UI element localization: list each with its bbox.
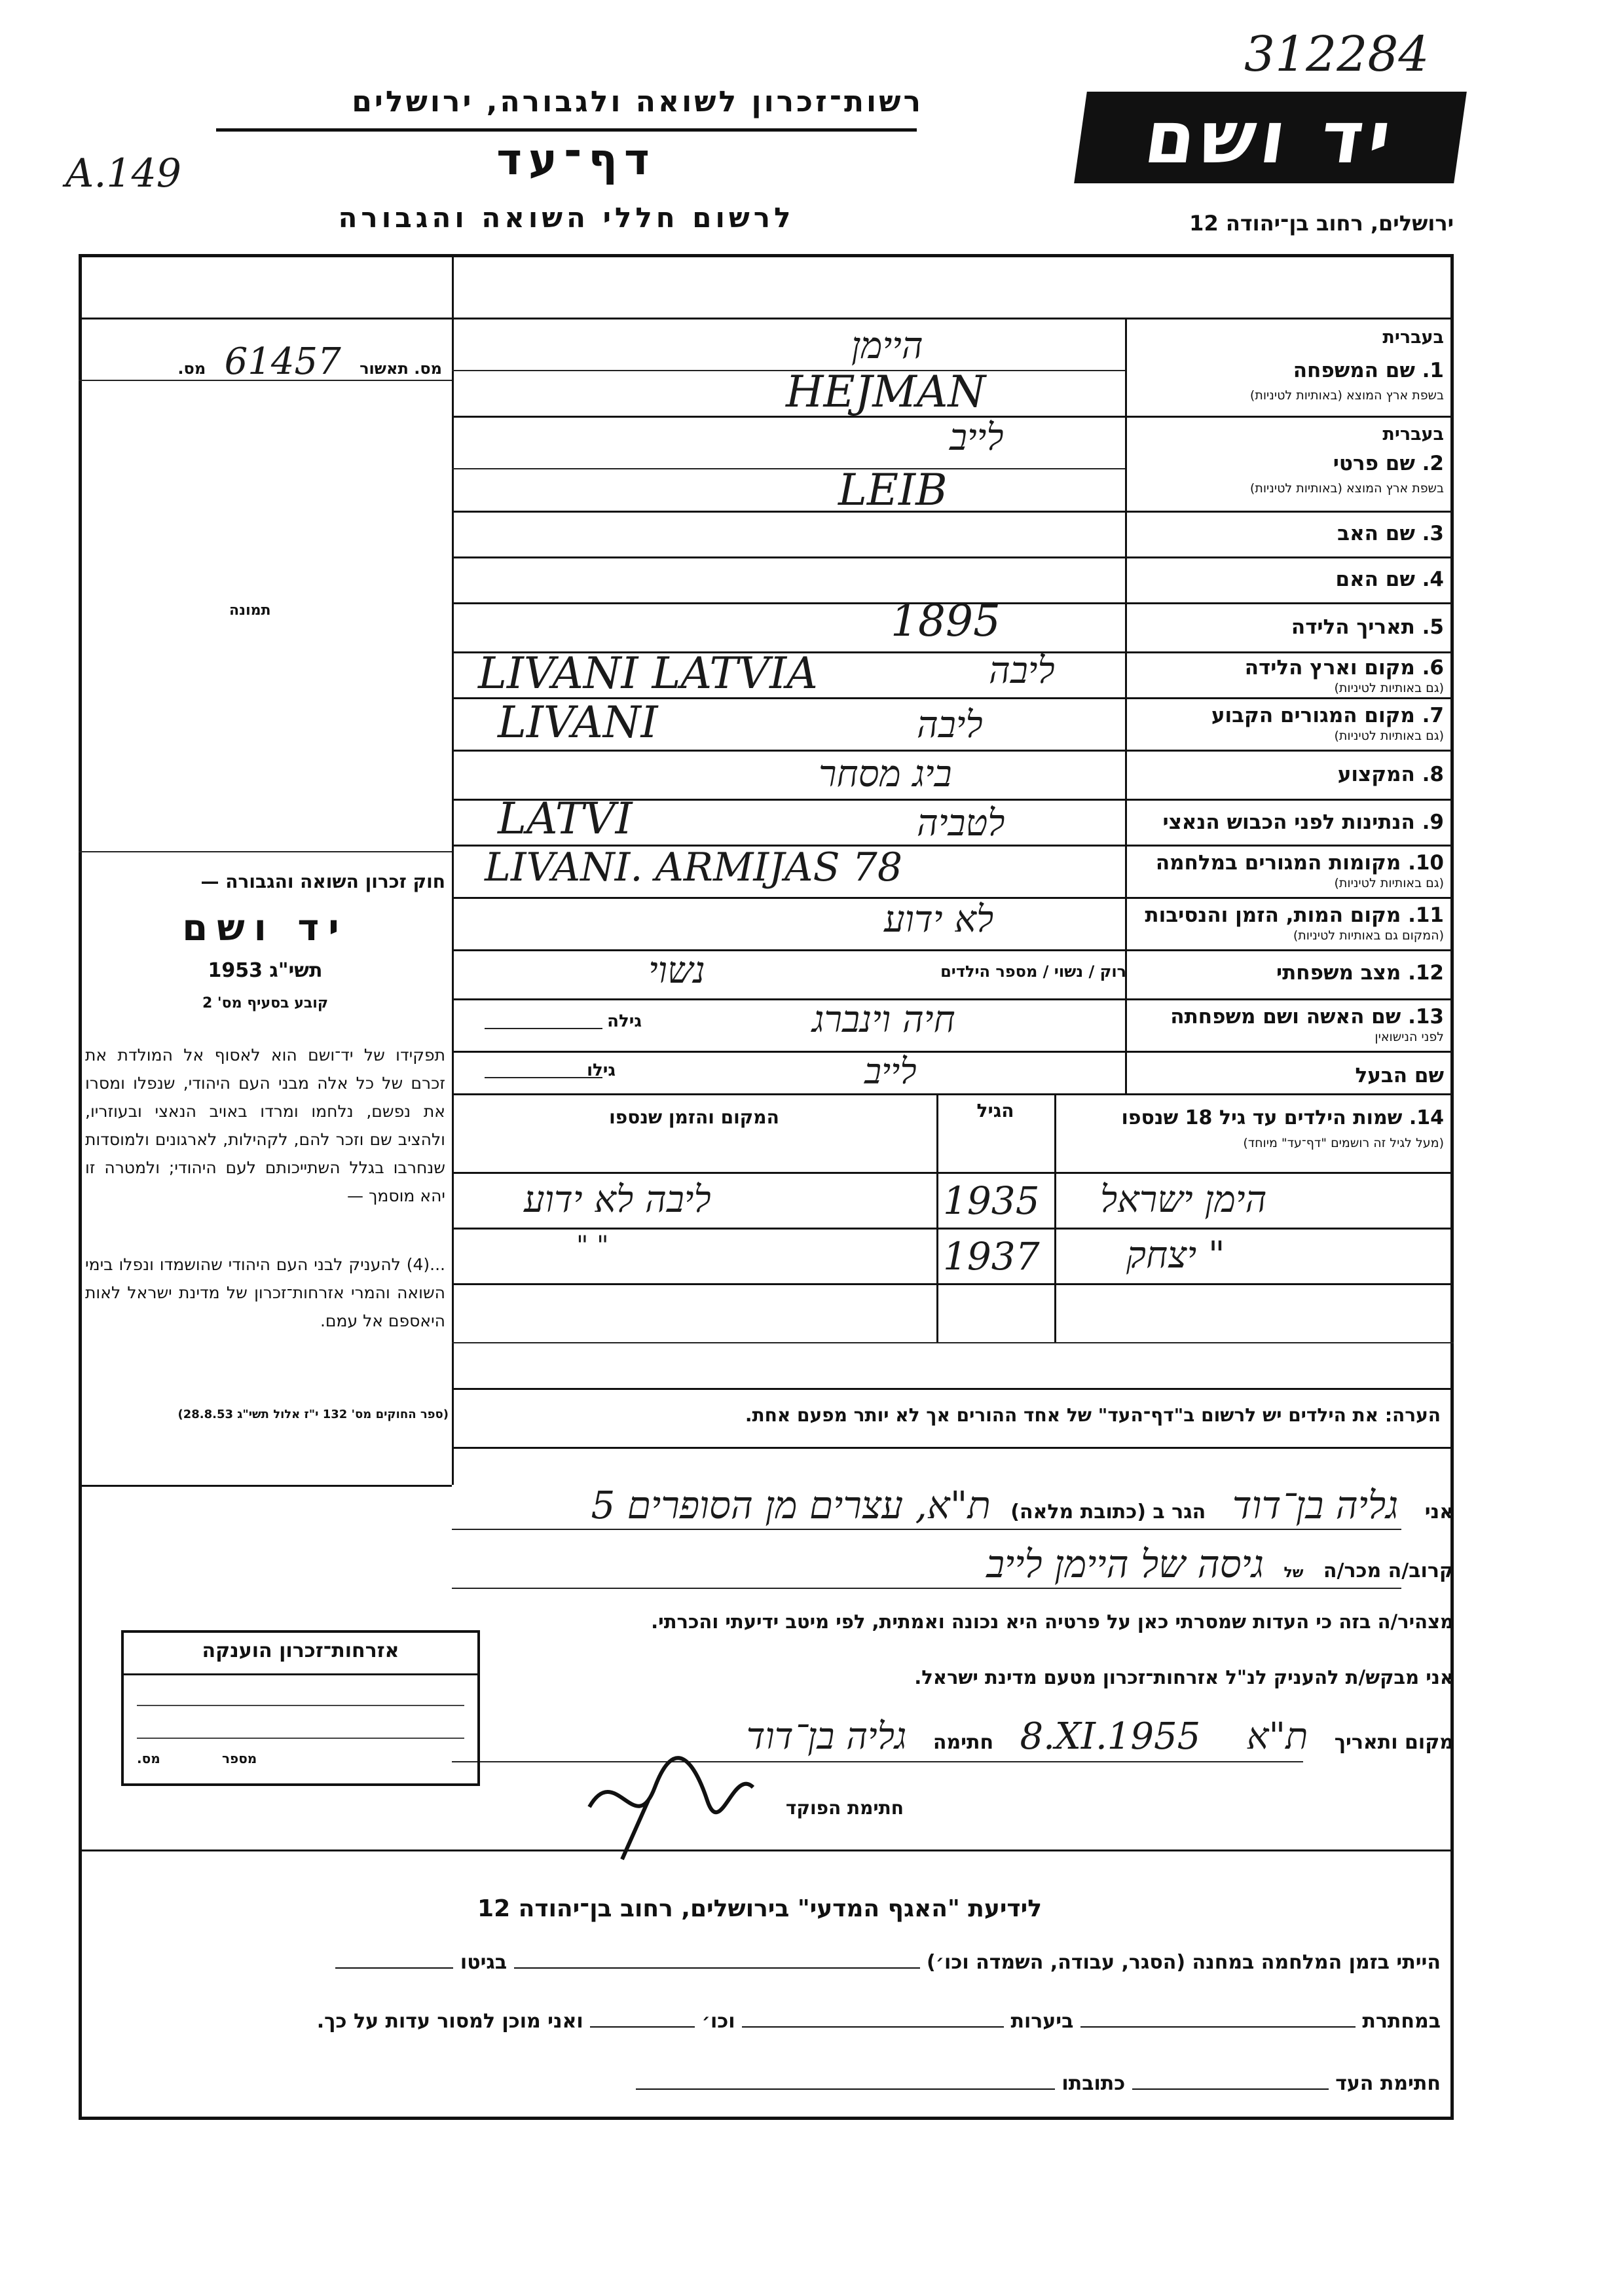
profession-value: ביג מסחר <box>819 753 952 795</box>
authority-name: רשות־זכרון לשואה ולגבורה, ירושלים <box>352 85 923 118</box>
logo-text: יד ושם <box>1139 96 1401 179</box>
residence-latin: LIVANI <box>498 697 658 748</box>
child-2-name: " יצחק <box>1126 1234 1225 1277</box>
photo-label: תמונה <box>229 602 271 619</box>
statement-1: מצהיר/ה בזה כי העדות שמסרתי כאן על פרטיה היא נכונה ואמתית, לפי מיטב ידיעתי והכרתי. <box>651 1611 1454 1633</box>
photo-bottom-line <box>79 851 452 852</box>
citizenship-title: אזרחות־זכרון הוענקה <box>202 1639 399 1662</box>
child-2-age: 1937 <box>943 1234 1040 1279</box>
field-11-sub: (המקום גם באותיות לטיניות) <box>1293 928 1444 943</box>
declarant-row <box>445 1483 1454 1527</box>
field-6-sub: (גם באותיות לטיניות) <box>1334 681 1444 695</box>
declarant-name: גליה בן־דוד <box>1232 1483 1399 1527</box>
place-value: ת"א <box>1246 1715 1308 1758</box>
relation-label: קרוב/ה מכר/ה <box>1323 1559 1454 1582</box>
inspector-signature <box>576 1748 773 1866</box>
margin-note: A.149 <box>65 151 181 196</box>
field-1-sub: בשפת ארץ המוצא (באותיות לטיניות) <box>1249 388 1444 403</box>
death-place: לא ידוע <box>884 898 994 941</box>
field-3-label: 3. שם האב <box>1337 522 1444 545</box>
marital-value: נשוי <box>648 949 705 992</box>
form-subtitle: לרשום חללי השואה והגבורה <box>338 202 795 234</box>
footer-line-3: חתימת העד כתובתו <box>92 2072 1441 2095</box>
footer-title: לידיעת "האגף המדעי" בירושלים, רחוב בן־יהודה 12 <box>477 1895 1042 1922</box>
field-12-label: 12. מצב משפחתי <box>1276 961 1444 985</box>
serial-no-label: מס. <box>177 359 206 378</box>
field-1-label: 1. שם המשפחה <box>1293 359 1444 382</box>
firstname-hebrew: לייב <box>950 416 1004 459</box>
field-8-label: 8. המקצוע <box>1337 763 1444 786</box>
wife-age-label: גילה <box>607 1011 642 1031</box>
nationality-latin: LATVI <box>498 793 633 844</box>
statement-2: אני מבקש/ת להעניק לנ"ל אזרחות־זכרון מטעם מדינת ישראל. <box>914 1666 1454 1688</box>
field-10-sub: (גם באותיות לטיניות) <box>1334 876 1444 890</box>
law-source: (ספר החוקים מס' 132 י"ז אלול תשי"ג 28.8.53) <box>177 1408 449 1421</box>
field-2-tag: בעברית <box>1382 424 1444 445</box>
inspector-label: חתימת הפוקד <box>785 1797 904 1819</box>
citizenship-number-label: מספר <box>222 1751 257 1766</box>
field-2-label: 2. שם פרטי <box>1333 452 1444 475</box>
place-header: המקום והזמן שנספו <box>609 1106 779 1128</box>
serial-line <box>79 380 452 381</box>
serial-value: 61457 <box>224 340 341 383</box>
yad-vashem-logo <box>1074 92 1467 183</box>
serial-row <box>88 340 442 383</box>
child-1-age: 1935 <box>943 1178 1040 1223</box>
footer-line-1: הייתי בזמן המלחמה במחנה (הסגר, עבודה, השמדה וכו׳) בגיטו <box>92 1951 1441 1974</box>
field-9-label: 9. הנתינות לפני הכבוש הנאצי <box>1162 811 1444 834</box>
place-date-label: מקום ותאריך <box>1334 1731 1454 1754</box>
law-name: יד ושם <box>182 907 348 949</box>
age-header: הגיל <box>976 1100 1014 1121</box>
marital-options: רוק / נשוי / מספר הילדים <box>940 962 1126 981</box>
children-sub: (מעל לגיל זה רושמים "דף־עד" מיוחד) <box>1243 1136 1444 1150</box>
field-6-label: 6. מקום וארץ הלידה <box>1244 656 1444 680</box>
field-4-label: 4. שם האם <box>1335 568 1444 591</box>
relation-row <box>327 1542 1454 1586</box>
signature-value: גליה בן־דוד <box>746 1715 907 1758</box>
child-2-place: " " <box>576 1231 609 1261</box>
signature-label: חתימה <box>932 1731 994 1754</box>
field-1-tag: בעברית <box>1382 327 1444 348</box>
address-label: הגר ב (כתובת מלאה) <box>1010 1501 1206 1523</box>
law-text: תפקידו של יד־ושם הוא לאסוף אל המולדת את זכרם של כל אלה מבני העם היהודי, שנפלו ומסרו את נפשם, נלחמו ומרדו באויב הנאצי ובעוזריו, ולהציב שם וזכר להם, לקהילות, לארגונים ולמוסדות שנחרבו בגלל השתייכותם לעם היהודי; ולמטרה זו יהא מוסמך — <box>85 1046 445 1205</box>
child-1-name: הימן ישראל <box>1100 1178 1267 1221</box>
law-clause: קובע בסעיף מס' 2 <box>202 995 329 1011</box>
husband-name: לייב <box>864 1051 917 1092</box>
form-title: דף־עד <box>496 134 656 185</box>
surname-latin: HEJMAN <box>786 367 986 417</box>
footer-line-2: במחתרת ביערות וכו׳ ואני מוכן למסור עדות על כך. <box>316 2010 1441 2033</box>
field-7-sub: (גם באותיות לטיניות) <box>1334 729 1444 743</box>
top-band-line <box>79 318 1454 319</box>
wife-name: חיה וינברג <box>812 998 955 1041</box>
archive-stamp-number: 312284 <box>1244 26 1430 82</box>
relation-value: גיסה של היימן לייב <box>986 1542 1264 1586</box>
birth-place-hebrew: ליבה <box>989 649 1055 692</box>
field-7-label: 7. מקום המגורים הקבוע <box>1211 704 1444 727</box>
surname-hebrew: היימן <box>851 325 923 367</box>
field-10-label: 10. מקומות המגורים במלחמה <box>1155 851 1444 875</box>
birth-place-latin: LIVANI LATVIA <box>478 648 818 699</box>
side-bottom-line <box>79 1485 452 1487</box>
field-2-sub: בשפת ארץ המוצא (באותיות לטיניות) <box>1249 481 1444 496</box>
birth-date: 1895 <box>891 596 1001 646</box>
field-13-label: 13. שם האשה ושם משפחתה <box>1170 1005 1444 1029</box>
note-text: הערה: את הילדים יש לרשום ב"דף־העד" של אחד ההורים אך לא יותר מפעם אחת. <box>745 1404 1441 1426</box>
citizenship-box <box>121 1630 480 1786</box>
date-value: 8.XI.1955 <box>1020 1715 1201 1758</box>
law-text-2: ...(4) להעניק לבני העם היהודי שהושמדו ונפלו בימי השואה והמרי אזרחות־זכרון של מדינת ישראל לאות היאספם אל עמם. <box>85 1255 445 1330</box>
firstname-latin: LEIB <box>838 465 948 515</box>
header-underline <box>216 128 917 132</box>
field-5-label: 5. תאריך הלידה <box>1291 615 1444 639</box>
citizenship-number-prefix: מס. <box>137 1751 160 1766</box>
address-value: ת"א, עצרים מן הסופרים 5 <box>591 1483 991 1527</box>
husband-label: שם הבעל <box>1355 1064 1444 1087</box>
law-title: חוק זכרון השואה והגבורה — <box>200 871 445 892</box>
relation-prefix: של <box>1283 1565 1304 1581</box>
nationality-hebrew: לטביה <box>917 802 1005 845</box>
declarant-label: אני <box>1424 1501 1454 1523</box>
husband-age-label: גילו <box>587 1061 616 1080</box>
law-year: תשי"ג 1953 <box>208 959 323 982</box>
field-13-sub: לפני הנישואין <box>1375 1030 1444 1044</box>
serial-label: מס. תאשור <box>360 359 442 378</box>
residence-hebrew: ליבה <box>917 704 983 746</box>
field-11-label: 11. מקום המות, הזמן והנסיבות <box>1145 903 1444 927</box>
child-1-place: ליבה לא ידוע <box>524 1178 711 1221</box>
children-label: 14. שמות הילדים עד גיל 18 שנספו <box>1121 1106 1444 1129</box>
header-address: ירושלים, רחוב בן־יהודה 12 <box>1189 211 1454 236</box>
wartime-residence: LIVANI. ARMIJAS 78 <box>485 845 903 890</box>
side-column-divider <box>452 254 454 1485</box>
